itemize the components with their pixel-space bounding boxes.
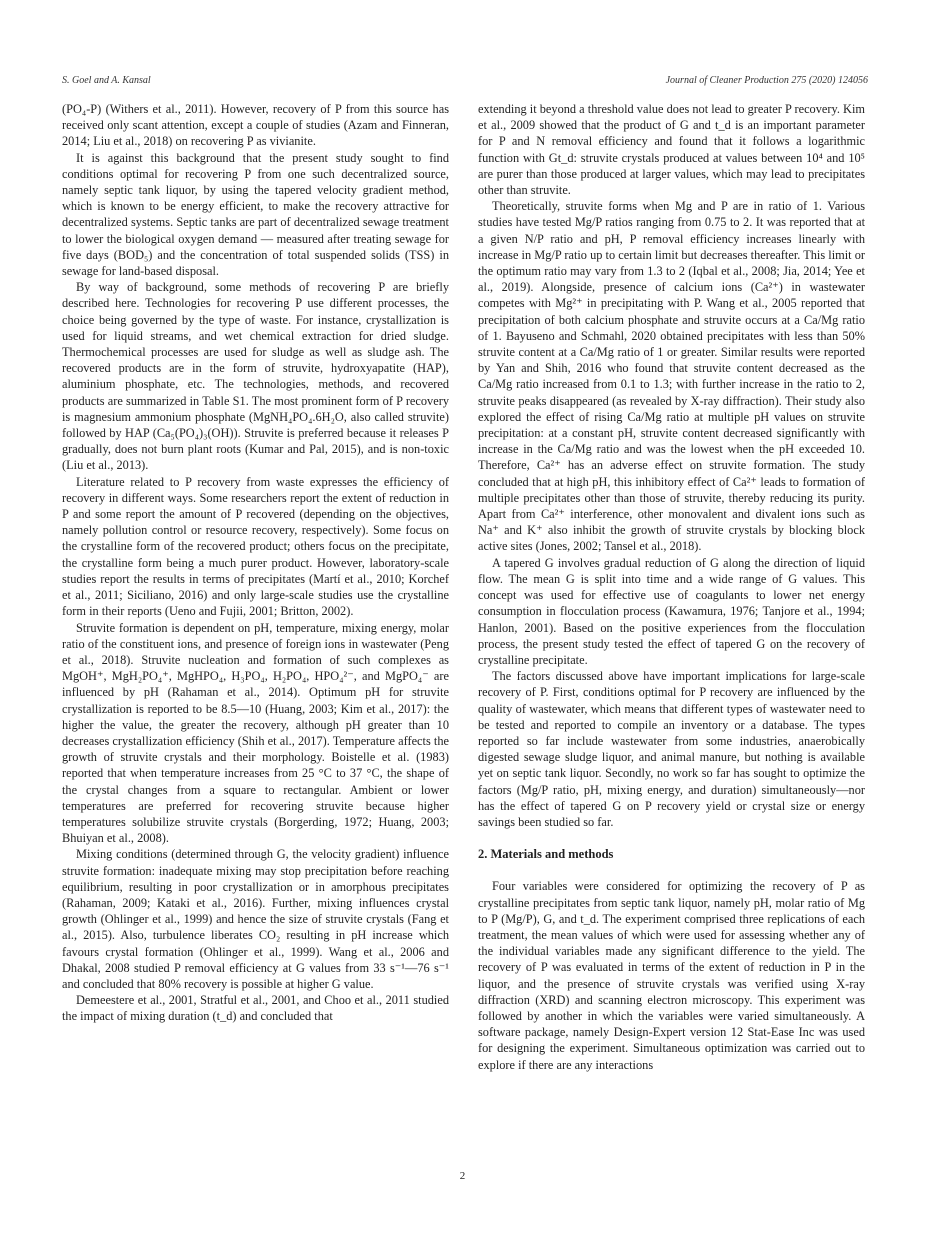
paragraph: (PO₄-P) (Withers et al., 2011). However, recovery of P from this source has received only scant attention, except a couple of studies (Azam and Finneran, 2014; Liu et al., 2018) on recovering P as vivianite. xyxy=(62,102,449,149)
paragraph: Four variables were considered for optimizing the recovery of P as crystalline precipitates from septic tank liquor, namely pH, molar ratio of Mg to P (Mg/P), G, and t_d. The experiment comprised three replications of each treatment, the mean values of which were used for assessing whether any of the individual variables made any significant difference to the yield. The recovery of P was evaluated in terms of the extent of reduction in P in the liquor, and the presence of struvite crystals was verified using X-ray diffraction (XRD) and scanning electron microscopy. This experiment was followed by another in which the variables were varied simultaneously. A software package, namely Design-Expert version 12 Stat-Ease Inc was used for designing the experiment. Simultaneous optimization was carried out to explore if there are any interactions xyxy=(478,879,865,1072)
left-column xyxy=(62,101,449,1025)
paragraph: The factors discussed above have important implications for large-scale recovery of P. First, conditions optimal for P recovery are influenced by the quality of wastewater, which means that different types of wastewater need to be tested and reported to compile an inventory or a database. The types reported so far include wastewater from some industries, anaerobically digested sewage sludge liquor, and animal manure, but nothing is available yet on septic tank liquor. Secondly, no work so far has sought to optimize the factors (Mg/P ratio, pH, mixing energy, and duration) simultaneously—nor has the effect of tapered G on P recovery yield or crystal size or energy savings been studied so far. xyxy=(478,669,865,829)
paragraph: Struvite formation is dependent on pH, temperature, mixing energy, molar ratio of the constituent ions, and presence of foreign ions in wastewater (Peng et al., 2018). Struvite nucleation and formation of such complexes as MgOH⁺, MgH₂PO₄⁺, MgHPO₄, H₃PO₄, H₂PO₄, HPO₄²⁻, and MgPO₄⁻ are influenced by pH (Rahaman et al., 2014). Optimum pH for struvite crystallization is reported to be 8.5—10 (Huang, 2003; Kim et al., 2017): the higher the value, the greater the recovery, although pH greater than 10 decreases crystallization efficiency (Shih et al., 2017). Temperature affects the growth of struvite crystals and their morphology. Boistelle et al. (1983) reported that when temperature increases from 25 °C to 37 °C, the shape of the crystal changes from a square to rectangular. Ambient or lower temperatures are preferred for recovering struvite because higher temperatures solubilize struvite crystals (Borgerding, 1972; Huang, 2003; Bhuiyan et al., 2008). xyxy=(62,620,449,846)
page-number: 2 xyxy=(459,1170,466,1182)
paragraph: A tapered G involves gradual reduction of G along the direction of liquid flow. The mean G is split into time and a wide range of G values. This concept was used for effective use of coagulants to lower net energy consumption in flocculation process (Kawamura, 1976; Tanjore et al., 1994; Hanlon, 2001). Based on the positive experiences from the flocculation process, the present study tested the effect of tapered G on the recovery of crystalline precipitate. xyxy=(478,555,865,667)
section-heading: 2. Materials and methods xyxy=(478,847,614,862)
running-header-authors: S. Goel and A. Kansal xyxy=(62,75,151,86)
paragraph: extending it beyond a threshold value does not lead to greater P recovery. Kim et al., 2009 showed that the product of G and t_d is an important parameter for P and N removal efficiency and found that it follows a logarithmic function with Gt_d: struvite crystals produced at values between 10⁴ and 10⁵ are purer than those produced at larger values, which may lead to precipitates other than struvite. xyxy=(478,102,865,198)
paragraph: It is against this background that the present study sought to find conditions optimal for recovering P from one such decentralized source, namely septic tank liquor, by using the tapered velocity gradient method, which is known to be energy efficient, to make the recovery attractive for decentralized systems. Septic tanks are part of decentralized sewage treatment to lower the biological oxygen demand — measured after treating sewage for five days (BOD₅) and the concentration of total suspended solids (TSS) in sewage for land-based disposal. xyxy=(62,150,449,279)
right-column xyxy=(478,101,865,1073)
running-header-journal: Journal of Cleaner Production 275 (2020) 124056 xyxy=(665,75,868,86)
paragraph: Theoretically, struvite forms when Mg and P are in ratio of 1. Various studies have tested Mg/P ratios ranging from 0.75 to 2. It was reported that at a given N/P ratio and pH, P removal efficiency increases linearly with increase in Mg/P ratio up to certain limit but decreases thereafter. This limit or the optimum ratio may vary from 1.3 to 2 (Iqbal et al., 2008; Jia, 2014; Yee et al., 2019). Alongside, presence of calcium ions (Ca²⁺) in wastewater competes with Mg²⁺ in precipitating with P. Wang et al., 2005 reported that precipitation of both calcium phosphate and struvite occurs at a Ca/Mg ratio of 1. Bayuseno and Schmahl, 2020 obtained precipitates with less than 50% struvite content at a Ca/Mg ratio of 1 or greater. Similar results were reported by Yan and Shih, 2016 who found that struvite content decreased as the Ca/Mg ratio increased from 0.1 to 1.3; with further increase in the ratio to 2, struvite peaks disappeared (as revealed by X-ray diffraction). Their study also explored the effect of rising Ca/Mg ratio at multiple pH values on struvite precipitation: at a constant pH, struvite content decreased significantly with increase in the Ca/Mg ratio and was the lowest when the pH exceeded 10. Therefore, Ca²⁺ has an adverse effect on struvite formation. The study concluded that at high pH, this inhibitory effect of Ca²⁺ leads to formation of multiple precipitates other than those of struvite, thereby reducing its purity. Apart from Ca²⁺ interference, other monovalent and divalent ions such as Na⁺ and K⁺ also inhibit the growth of struvite crystals by blocking block active sites (Jones, 2002; Tansel et al., 2018). xyxy=(478,199,865,554)
paragraph: Literature related to P recovery from waste expresses the efficiency of recovery in different ways. Some researchers report the extent of reduction in P and some report the amount of P recovered (depending on the objectives, namely pollution control or resource recovery, respectively). Some focus on the crystalline form of the recovered product; others focus on the precipitate, the crystalline form being a much purer product. However, laboratory-scale studies report the results in terms of precipitates (Martí et al., 2010; Korchef et al., 2011; Siciliano, 2016) and only large-scale studies use the crystalline form in their reports (Ueno and Fujii, 2001; Britton, 2002). xyxy=(62,474,449,619)
paragraph: Mixing conditions (determined through G, the velocity gradient) influence struvite formation: inadequate mixing may stop precipitation before reaching equilibrium, resulting in poor crystallization or in amorphous precipitates (Rahaman, 2009; Kataki et al., 2016). Further, mixing influences crystal growth (Ohlinger et al., 1999) and hence the size of struvite crystals (Fang et al., 2015). Also, turbulence liberates CO₂ resulting in pH increase which favours crystal formation (Ohlinger et al., 1999). Wang et al., 2006 and Dhakal, 2008 studied P removal efficiency at G values from 33 s⁻¹—76 s⁻¹ and concluded that 80% recovery is possible at higher G value. xyxy=(62,847,449,991)
paragraph: Demeestere et al., 2001, Stratful et al., 2001, and Choo et al., 2011 studied the impact of mixing duration (t_d) and concluded that xyxy=(62,993,449,1024)
paragraph: By way of background, some methods of recovering P are briefly described here. Technologies for recovering P use different processes, the choice being governed by the type of waste. For instance, crystallization is used for liquid streams, and wet chemical extraction for dried sludge. Thermochemical processes are used for sludge as well as sludge ash. The recovered products are in the form of struvite, hydroxyapatite (HAP), aluminium phosphate, etc. The technologies, methods, and recovered products are summarized in Table S1. The most prominent form of P recovery is magnesium ammonium phosphate (MgNH₄PO₄.6H₂O, also called struvite) followed by HAP (Ca₅(PO₄)₃(OH)). Struvite is preferred because it releases P gradually, does not burn plant roots (Kumar and Pal, 2015), and is non-toxic (Liu et al., 2013). xyxy=(62,280,449,473)
